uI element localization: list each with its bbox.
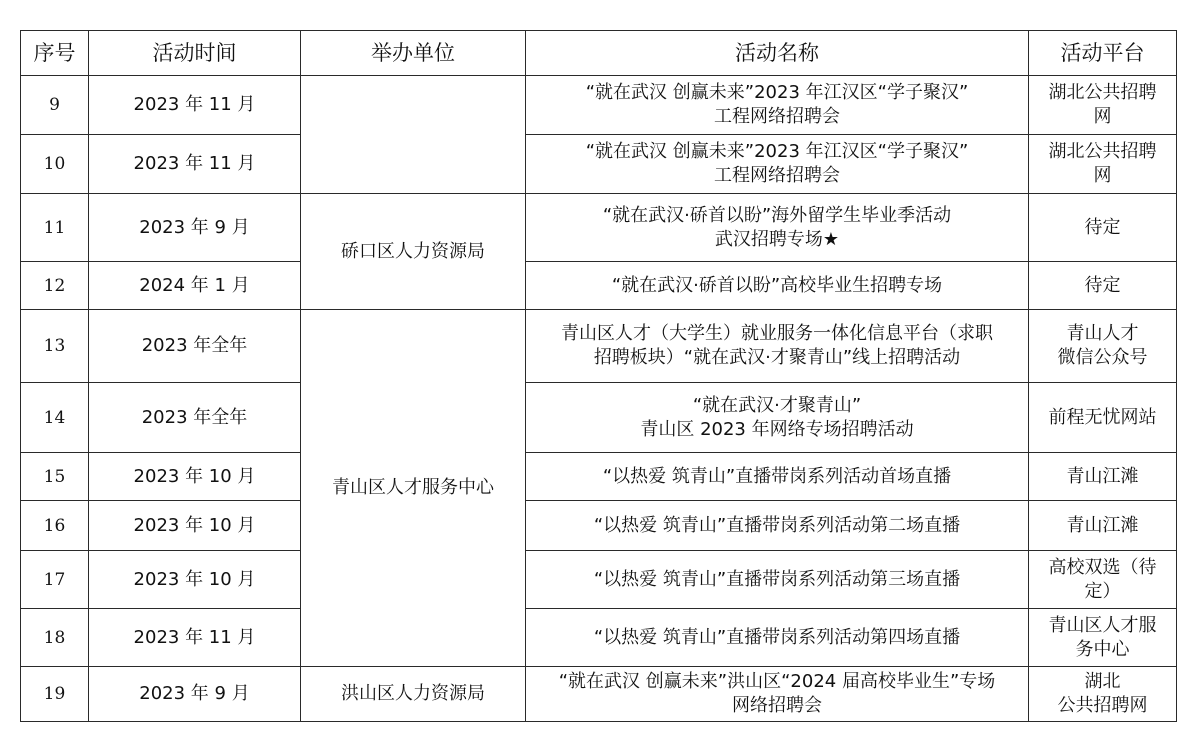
activity-name-line: 工程网络招聘会 xyxy=(714,106,840,127)
cell-time: 2023 年 10 月 xyxy=(89,551,301,609)
platform-line: 定） xyxy=(1084,580,1121,602)
cell-activity-name xyxy=(526,383,1029,453)
header-platform: 活动平台 xyxy=(1029,31,1177,76)
cell-org-group-b: 硚口区人力资源局 xyxy=(301,194,526,310)
platform-line: 青山区人才服 xyxy=(1048,614,1157,636)
cell-platform xyxy=(1029,667,1177,722)
cell-time: 2023 年 10 月 xyxy=(89,501,301,551)
activity-name-line: 网络招聘会 xyxy=(732,695,822,716)
cell-org-group-a xyxy=(301,76,526,194)
cell-org-group-d: 洪山区人力资源局 xyxy=(301,667,526,722)
recruitment-activity-table xyxy=(20,30,1177,722)
table-row xyxy=(21,551,1177,609)
cell-platform: 待定 xyxy=(1029,194,1177,262)
platform-line: 湖北公共招聘 xyxy=(1048,141,1157,162)
activity-name-line: 工程网络招聘会 xyxy=(714,165,840,186)
platform-line: 湖北 xyxy=(1084,671,1121,692)
table-row xyxy=(21,262,1177,310)
cell-activity-name: “以热爱 筑青山”直播带岗系列活动第二场直播 xyxy=(526,501,1029,551)
header-time: 活动时间 xyxy=(89,31,301,76)
platform-line: 高校双选（待 xyxy=(1048,556,1157,578)
activity-name-line: “就在武汉 创赢未来”洪山区“2024 届高校毕业生”专场 xyxy=(558,671,996,692)
cell-platform: 青山江滩 xyxy=(1029,453,1177,501)
activity-name-line: “就在武汉·才聚青山” xyxy=(692,394,862,416)
cell-seq: 17 xyxy=(21,551,89,609)
platform-line: 湖北公共招聘 xyxy=(1048,82,1157,103)
activity-name-line: “就在武汉 创赢未来”2023 年江汉区“学子聚汉” xyxy=(585,82,969,103)
cell-platform xyxy=(1029,135,1177,194)
cell-activity-name: “以热爱 筑青山”直播带岗系列活动第三场直播 xyxy=(526,551,1029,609)
cell-platform: 青山江滩 xyxy=(1029,501,1177,551)
activity-name-line: 武汉招聘专场★ xyxy=(714,228,840,250)
cell-seq: 15 xyxy=(21,453,89,501)
table-row xyxy=(21,194,1177,262)
cell-activity-name xyxy=(526,194,1029,262)
table-header-row xyxy=(21,31,1177,76)
cell-seq: 11 xyxy=(21,194,89,262)
cell-platform xyxy=(1029,76,1177,135)
cell-seq: 16 xyxy=(21,501,89,551)
cell-org-group-c: 青山区人才服务中心 xyxy=(301,310,526,667)
cell-time: 2023 年全年 xyxy=(89,310,301,383)
cell-seq: 12 xyxy=(21,262,89,310)
cell-time: 2023 年 11 月 xyxy=(89,76,301,135)
cell-activity-name xyxy=(526,76,1029,135)
cell-activity-name xyxy=(526,310,1029,383)
platform-line: 青山人才 xyxy=(1066,323,1139,344)
header-name: 活动名称 xyxy=(526,31,1029,76)
cell-time: 2024 年 1 月 xyxy=(89,262,301,310)
cell-activity-name: “以热爱 筑青山”直播带岗系列活动第四场直播 xyxy=(526,609,1029,667)
cell-platform: 待定 xyxy=(1029,262,1177,310)
cell-time: 2023 年 11 月 xyxy=(89,135,301,194)
table-row xyxy=(21,609,1177,667)
activity-name-line: “就在武汉·硚首以盼”海外留学生毕业季活动 xyxy=(602,204,952,226)
cell-activity-name xyxy=(526,667,1029,722)
cell-seq: 9 xyxy=(21,76,89,135)
cell-seq: 13 xyxy=(21,310,89,383)
header-seq: 序号 xyxy=(21,31,89,76)
cell-seq: 10 xyxy=(21,135,89,194)
table-row xyxy=(21,310,1177,383)
cell-platform xyxy=(1029,551,1177,609)
cell-activity-name: “以热爱 筑青山”直播带岗系列活动首场直播 xyxy=(526,453,1029,501)
table-wrapper xyxy=(20,30,1177,722)
cell-activity-name xyxy=(526,135,1029,194)
cell-seq: 19 xyxy=(21,667,89,722)
table-row xyxy=(21,76,1177,135)
platform-line: 网 xyxy=(1093,165,1112,186)
platform-line: 公共招聘网 xyxy=(1057,695,1148,716)
cell-time: 2023 年 9 月 xyxy=(89,194,301,262)
activity-name-line: 青山区 2023 年网络专场招聘活动 xyxy=(640,418,914,440)
header-org: 举办单位 xyxy=(301,31,526,76)
cell-time: 2023 年 9 月 xyxy=(89,667,301,722)
table-row xyxy=(21,135,1177,194)
table-row xyxy=(21,501,1177,551)
cell-seq: 14 xyxy=(21,383,89,453)
platform-line: 务中心 xyxy=(1075,638,1130,660)
cell-platform: 前程无忧网站 xyxy=(1029,383,1177,453)
activity-name-line: 青山区人才（大学生）就业服务一体化信息平台（求职 xyxy=(561,323,993,344)
cell-time: 2023 年 11 月 xyxy=(89,609,301,667)
table-row xyxy=(21,667,1177,722)
activity-name-line: “就在武汉 创赢未来”2023 年江汉区“学子聚汉” xyxy=(585,141,969,162)
activity-name-line: 招聘板块）“就在武汉·才聚青山”线上招聘活动 xyxy=(593,347,961,368)
platform-line: 微信公众号 xyxy=(1057,347,1148,368)
platform-line: 网 xyxy=(1093,106,1112,127)
cell-platform xyxy=(1029,310,1177,383)
cell-time: 2023 年 10 月 xyxy=(89,453,301,501)
table-row xyxy=(21,453,1177,501)
cell-seq: 18 xyxy=(21,609,89,667)
cell-activity-name: “就在武汉·硚首以盼”高校毕业生招聘专场 xyxy=(526,262,1029,310)
cell-time: 2023 年全年 xyxy=(89,383,301,453)
cell-platform xyxy=(1029,609,1177,667)
table-row xyxy=(21,383,1177,453)
